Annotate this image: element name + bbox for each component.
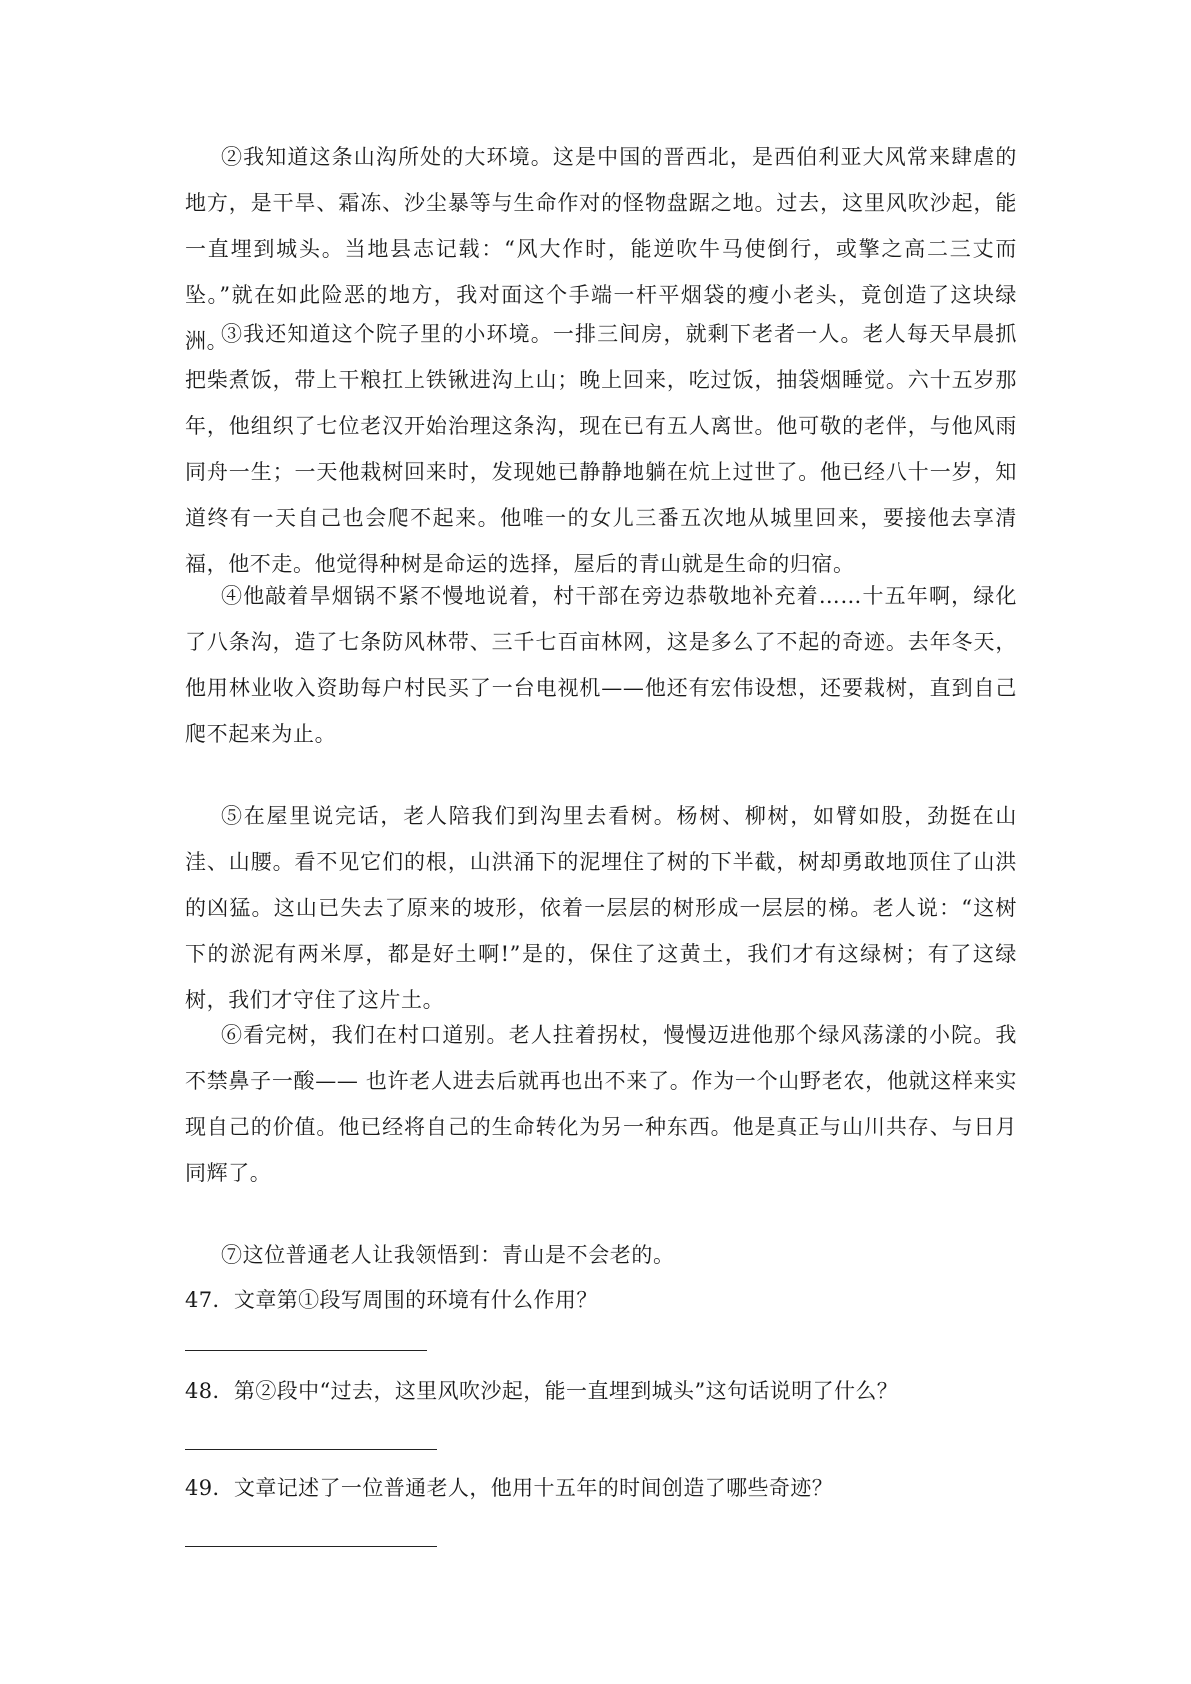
question-49: 49．文章记述了一位普通老人，他用十五年的时间创造了哪些奇迹？ xyxy=(185,1476,834,1500)
question-48: 48．第②段中“过去，这里风吹沙起，能一直埋到城头”这句话说明了什么？ xyxy=(185,1379,899,1403)
answer-line-49[interactable] xyxy=(185,1546,437,1547)
paragraph-5: ⑤在屋里说完话，老人陪我们到沟里去看树。杨树、柳树，如臂如股，劲挺在山洼、山腰。看不见它们的根，山洪涌下的泥埋住了树的下半截，树却勇敢地顶住了山洪的凶猛。这山已失去了原来的坡形，依着一层层的树形成一层层的梯。老人说：“这树下的淤泥有两米厚，都是好土啊!”是的，保住了这黄土，我们才有这绿树；有了这绿树，我们才守住了这片土。 xyxy=(185,804,1017,1012)
paragraph-3: ③我还知道这个院子里的小环境。一排三间房，就剩下老者一人。老人每天早晨抓把柴煮饭，带上干粮扛上铁锹进沟上山；晚上回来，吃过饭，抽袋烟睡觉。六十五岁那年，他组织了七位老汉开始治理这条沟，现在已有五人离世。他可敬的老伴，与他风雨同舟一生；一天他栽树回来时，发现她已静静地躺在炕上过世了。他已经八十一岁，知道终有一天自己也会爬不起来。他唯一的女儿三番五次地从城里回来，要接他去享清福，他不走。他觉得种树是命运的选择，屋后的青山就是生命的归宿。 xyxy=(185,322,1017,576)
paragraph-4: ④他敲着旱烟锅不紧不慢地说着，村干部在旁边恭敬地补充着……十五年啊，绿化了八条沟，造了七条防风林带、三千七百亩林网，这是多么了不起的奇迹。去年冬天，他用林业收入资助每户村民买了一台电视机——他还有宏伟设想，还要栽树，直到自己爬不起来为止。 xyxy=(185,584,1017,746)
paragraph-2: ②我知道这条山沟所处的大环境。这是中国的晋西北，是西伯利亚大风常来肆虐的地方，是干旱、霜冻、沙尘暴等与生命作对的怪物盘踞之地。过去，这里风吹沙起，能一直埋到城头。当地县志记载：“风大作时，能逆吹牛马使倒行，或擎之高二三丈而坠。”就在如此险恶的地方，我对面这个手端一杆平烟袋的瘦小老头，竟创造了这块绿洲。 xyxy=(185,145,1017,353)
paragraph-6: ⑥看完树，我们在村口道别。老人拄着拐杖，慢慢迈进他那个绿风荡漾的小院。我不禁鼻子一酸—— 也许老人进去后就再也出不来了。作为一个山野老农，他就这样来实现自己的价值。他已经将自己的生命转化为另一种东西。他是真正与山川共存、与日月同辉了。 xyxy=(185,1023,1017,1185)
question-47: 47．文章第①段写周围的环境有什么作用？ xyxy=(185,1288,598,1312)
paragraph-7: ⑦这位普通老人让我领悟到：青山是不会老的。 xyxy=(221,1243,675,1267)
answer-line-48[interactable] xyxy=(185,1449,437,1450)
answer-line-47[interactable] xyxy=(185,1350,427,1351)
